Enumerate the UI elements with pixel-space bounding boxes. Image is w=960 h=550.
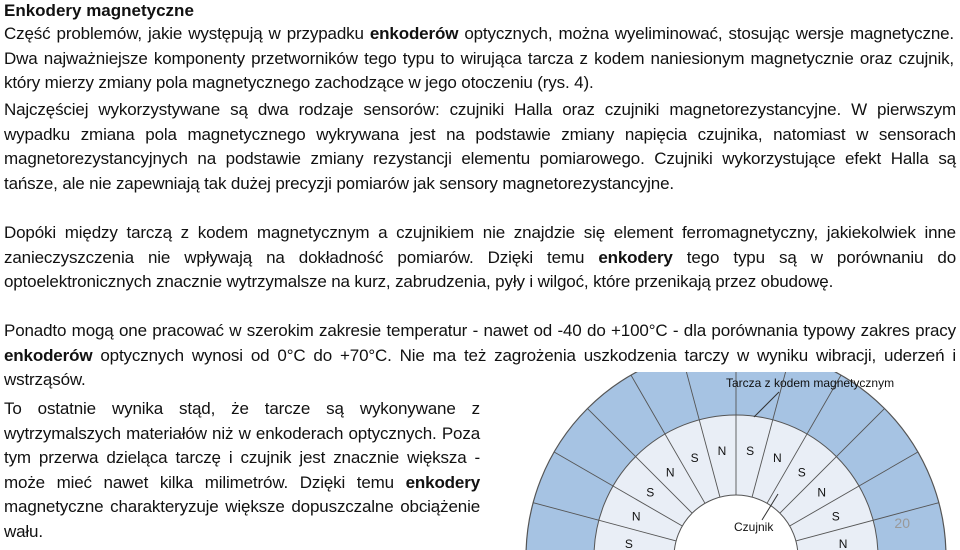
bold-term: enkodery bbox=[405, 472, 480, 492]
paragraph-text: tego typu są w porównaniu do optoelektronicznych znacznie wytrzymalsze na kurz, zabrudzenia, pyły i wilgoć, które przenikają przez obudowę. bbox=[4, 247, 957, 291]
pole-label: S bbox=[646, 485, 655, 500]
pole-label: S bbox=[831, 509, 840, 524]
sensor-label: Czujnik bbox=[734, 520, 774, 534]
disc-label: Tarcza z kodem magnetycznym bbox=[726, 376, 895, 390]
pole-label: N bbox=[817, 485, 827, 500]
paragraph-text: optycznych wynosi od 0°C do +70°C. Nie ma też zagrożenia uszkodzenia tarczy w wyniku wibracji, uderzeń i wstrząsów. bbox=[4, 345, 956, 389]
paragraph-materials bbox=[4, 397, 480, 544]
paragraph-intro bbox=[4, 22, 954, 96]
paragraph-text: To ostatnie wynika stąd, że tarcze są wykonywane z wytrzymalszych materiałów niż w enkoderach optycznych. Poza tym przerwa dzieląca tarczę i czujnik jest znacznie większa - może mieć nawet kilka milimetrów. Dzięki temu bbox=[4, 399, 480, 492]
section-title: Enkodery magnetyczne bbox=[4, 1, 194, 20]
paragraph-text: magnetyczne charakteryzuje większe dopuszczalne obciążenie wału. bbox=[4, 497, 480, 541]
paragraph-text: optycznych, można wyeliminować, stosując wersje magnetyczne. Dwa najważniejsze komponenty przetworników tego typu to wirująca tarcza z kodem naniesionym magnetycznie oraz czujnik, który mierzy zmiany pola magnetycznego zachodzące w jego otoczeniu (rys. 4). bbox=[4, 24, 954, 92]
pole-label: S bbox=[624, 536, 633, 550]
pole-label: S bbox=[746, 443, 755, 458]
paragraph-text: Ponadto mogą one pracować w szerokim zakresie temperatur - nawet od -40 do +100°C - dla porównania typowy zakres pracy bbox=[4, 321, 956, 340]
paragraph-robustness bbox=[4, 221, 956, 295]
paragraph-text: Dopóki między tarczą z kodem magnetycznym a czujnikiem nie znajdzie się element ferromagnetyczny, jakiekolwiek inne zanieczyszczenia nie wpływają na dokładność pomiarów. Dzięki temu bbox=[4, 223, 956, 267]
paragraph-text: Część problemów, jakie występują w przypadku bbox=[4, 24, 370, 43]
pole-label: N bbox=[665, 465, 675, 480]
paragraph-sensors: Najczęściej wykorzystywane są dwa rodzaje sensorów: czujniki Halla oraz czujniki magnetorezystancyjne. W pierwszym wypadku zmiana pola magnetycznego wykrywana jest na podstawie zmiany napięcia czujnika, natomiast w sensorach magnetorezystancyjnych na podstawie zmiany rezystancji elementu pomiarowego. Czujniki wykorzystujące efekt Halla są tańsze, ale nie zapewniają tak dużej precyzji pomiarów jak sensory magnetorezystancyjne. bbox=[4, 100, 956, 193]
pole-label: N bbox=[838, 536, 848, 550]
pole-label: N bbox=[772, 451, 782, 466]
pole-label: S bbox=[690, 451, 699, 466]
bold-term: enkodery bbox=[598, 247, 673, 267]
pole-label: N bbox=[717, 443, 727, 458]
pole-label: N bbox=[631, 509, 641, 524]
document-page bbox=[4, 0, 958, 550]
bold-term: enkoderów bbox=[369, 24, 459, 43]
pole-label: S bbox=[797, 465, 806, 480]
magnetic-disc-diagram bbox=[514, 372, 959, 550]
bold-term: enkoderów bbox=[4, 345, 93, 365]
page-number: 20 bbox=[894, 515, 910, 531]
magnetic-disc-figure bbox=[514, 372, 959, 550]
